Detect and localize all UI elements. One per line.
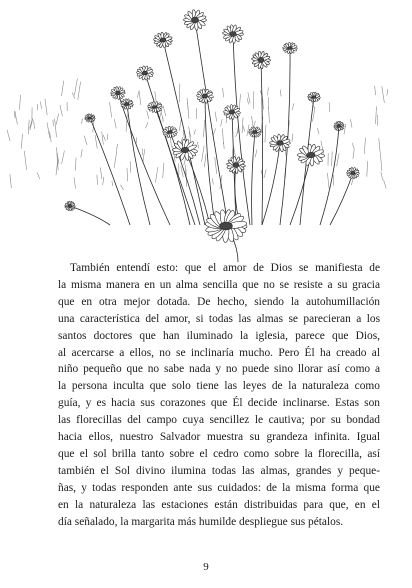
daisy-flower — [251, 51, 270, 69]
daisy-flower — [308, 92, 321, 102]
daisy-flower — [197, 89, 214, 104]
text-line: que el sol brilla tanto sobre el cedro como sobre la florecilla, así — [58, 447, 380, 460]
text-line: la misma manera en un alma sencilla que no se resiste a su gracia — [58, 278, 380, 291]
text-line: una característica del amor, si todas las almas se parecieran a los — [58, 312, 380, 325]
text-line: niño pequeño que no sabe nada y no puede sino llorar así como a — [58, 363, 380, 376]
text-line: en la naturaleza las estaciones están distribuidas para que, en el — [58, 498, 380, 511]
body-paragraph — [58, 260, 380, 531]
daisy-flower — [249, 127, 262, 138]
text-line: también el Sol divino ilumina todas las almas, grandes y peque- — [58, 464, 380, 477]
text-line: guía, y es hacia sus corazones que Él decide inclinarse. Estas son — [58, 397, 380, 410]
text-line: santos doctores que han iluminado la iglesia, parece que Dios, — [58, 329, 380, 342]
text-line: que en otra mejor dotada. De hecho, siendo la autohumillación — [58, 295, 380, 308]
text-line: al acercarse a ellos, no se inclinaría mucho. Pero Él ha creado al — [58, 346, 380, 359]
daisy-flower — [111, 86, 126, 99]
daisy-field-illustration — [0, 0, 412, 262]
text-line: las florecillas del campo cuya sencillez le cautiva; por su bondad — [58, 414, 380, 427]
daisy-flower — [334, 121, 344, 131]
daisy-flower — [172, 139, 197, 161]
text-line: hacia ellos, nuestro Salvador muestra su grandeza infinita. Igual — [58, 431, 380, 444]
daisy-flower — [347, 167, 360, 179]
daisy-flower — [205, 209, 247, 242]
daisy-flower — [297, 144, 324, 166]
page-number: 9 — [203, 561, 209, 573]
text-line: También entendí esto: que el amor de Dios se manifiesta de — [70, 262, 380, 274]
daisy-flower — [137, 66, 154, 81]
daisy-flower — [283, 42, 298, 53]
text-line: ñas, y todas responden ante sus cuidados: de la misma forma que — [58, 481, 380, 494]
daisy-flower — [121, 99, 134, 110]
daisy-flower — [154, 32, 173, 48]
daisy-flower — [65, 201, 75, 211]
daisy-flower — [183, 9, 206, 30]
text-line: la persona inculta que solo tiene las leyes de la naturaleza como — [58, 380, 380, 393]
text-line: día señalado, la margarita más humilde despliegue sus pétalos. — [58, 515, 344, 528]
daisy-flower — [163, 126, 178, 138]
daisy-flower — [222, 25, 243, 44]
daisy-flower — [148, 101, 163, 112]
